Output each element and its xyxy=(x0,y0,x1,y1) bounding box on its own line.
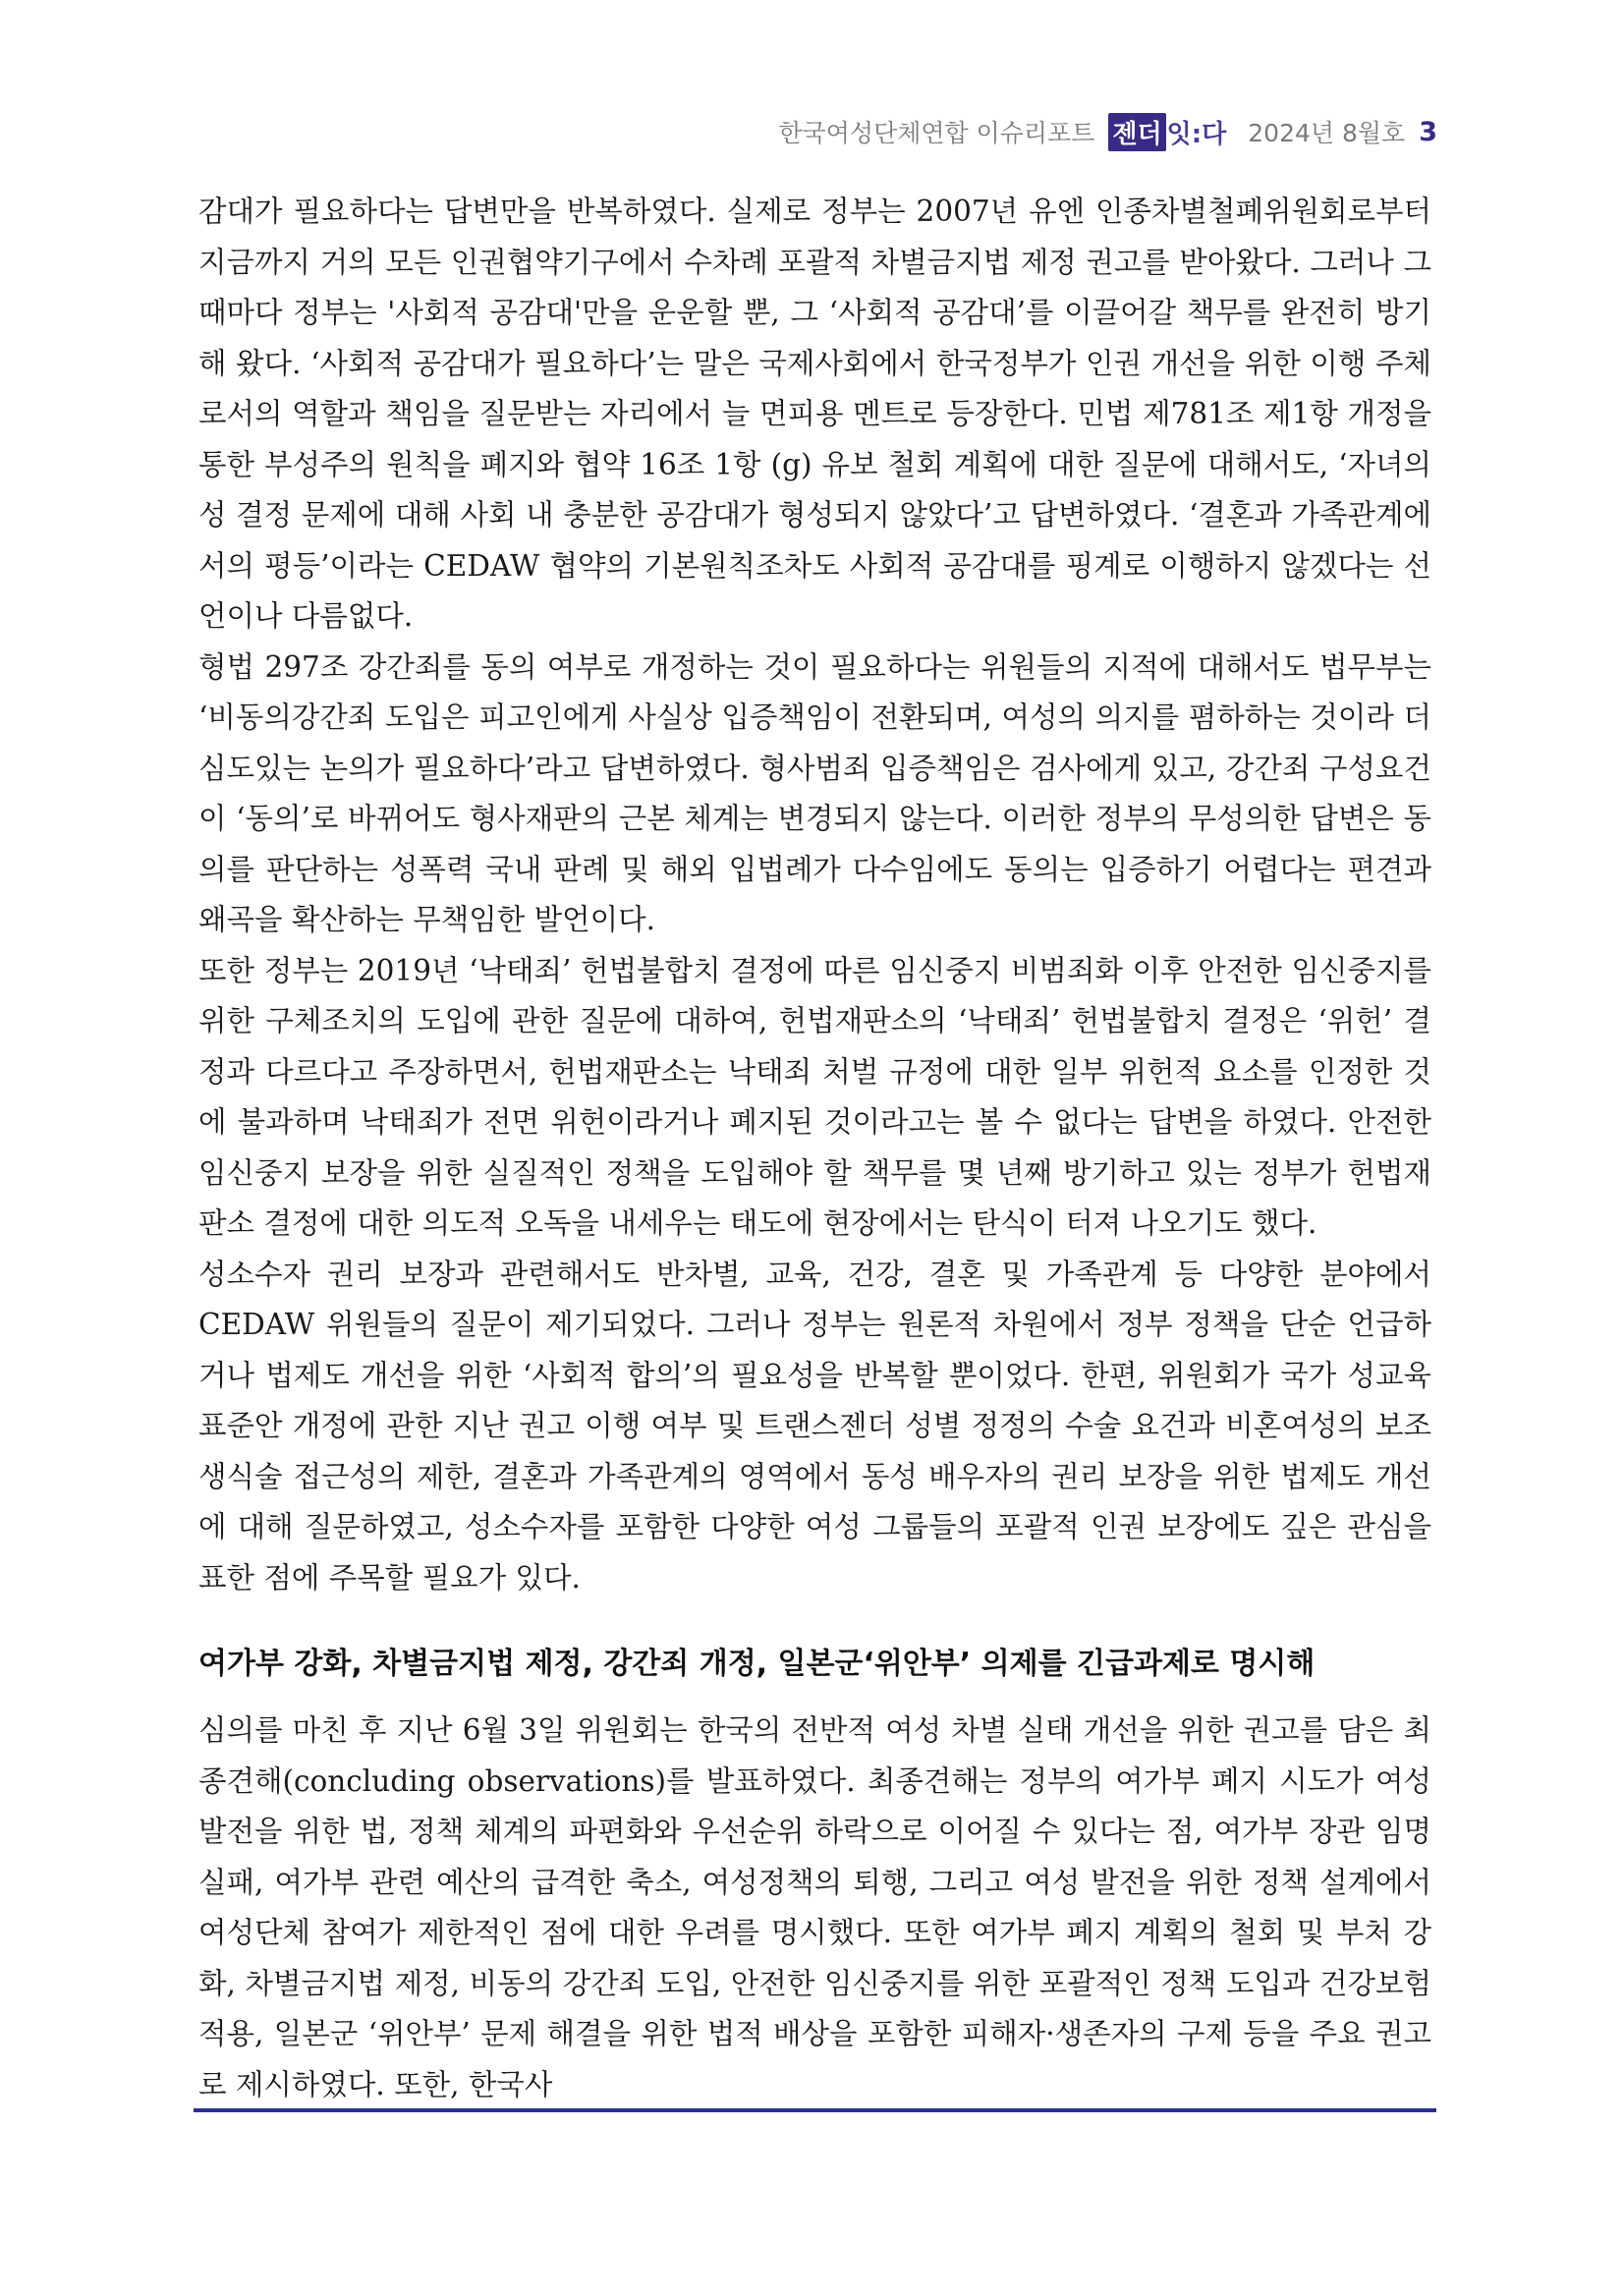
section-paragraph: 심의를 마친 후 지난 6월 3일 위원회는 한국의 전반적 여성 차별 실태 개선을 위한 권고를 담은 최종견해(concluding observations)를 발표하였다. 최종견해는 정부의 여가부 폐지 시도가 여성 발전을 위한 법, 정책 체계의 파편화와 우선순위 하락으로 이어질 수 있다는 점, 여가부 장관 임명 실패, 여가부 관련 예산의 급격한 축소, 여성정책의 퇴행, 그리고 여성 발전을 위한 정책 설계에서 여성단체 참여가 제한적인 점에 대한 우려를 명시했다. 또한 여가부 폐지 계획의 철회 및 부처 강화, 차별금지법 제정, 비동의 강간죄 도입, 안전한 임신중지를 위한 포괄적인 정책 도입과 건강보험 적용, 일본군 ‘위안부’ 문제 해결을 위한 법적 배상을 포함한 피해자·생존자의 구제 등을 주요 권고로 제시하였다. 또한, 한국사 xyxy=(198,1713,1431,2101)
section-heading: 여가부 강화, 차별금지법 제정, 강간죄 개정, 일본군‘위안부’ 의제를 긴급과제로 명시해 xyxy=(198,1647,1316,1681)
header-issue-date: 2024년 8월호 xyxy=(1248,119,1406,147)
footer-divider xyxy=(194,2108,1436,2112)
gender-itda-logo xyxy=(1108,113,1226,151)
paragraph-3: 또한 정부는 2019년 ‘낙태죄’ 헌법불합치 결정에 따른 임신중지 비범죄화 이후 안전한 임신중지를 위한 구체조치의 도입에 관한 질문에 대하여, 헌법재판소의 ‘낙태죄’ 헌법불합치 결정은 ‘위헌’ 결정과 다르다고 주장하면서, 헌법재판소는 낙태죄 처벌 규정에 대한 일부 위헌적 요소를 인정한 것에 불과하며 낙태죄가 전면 위헌이라거나 폐지된 것이라고는 볼 수 없다는 답변을 하였다. 안전한 임신중지 보장을 위한 실질적인 정책을 도입해야 할 책무를 몇 년째 방기하고 있는 정부가 헌법재판소 결정에 대한 의도적 오독을 내세우는 태도에 현장에서는 탄식이 터져 나오기도 했다. xyxy=(198,953,1431,1240)
page-header xyxy=(778,110,1437,153)
page-number: 3 xyxy=(1419,116,1437,147)
logo-rest-text: 잇:다 xyxy=(1166,119,1227,149)
document-body xyxy=(198,187,1431,2110)
paragraph-1: 감대가 필요하다는 답변만을 반복하였다. 실제로 정부는 2007년 유엔 인종차별철폐위원회로부터 지금까지 거의 모든 인권협약기구에서 수차례 포괄적 차별금지법 제정 권고를 받아왔다. 그러나 그때마다 정부는 '사회적 공감대'만을 운운할 뿐, 그 ‘사회적 공감대’를 이끌어갈 책무를 완전히 방기해 왔다. ‘사회적 공감대가 필요하다’는 말은 국제사회에서 한국정부가 인권 개선을 위한 이행 주체로서의 역할과 책임을 질문받는 자리에서 늘 면피용 멘트로 등장한다. 민법 제781조 제1항 개정을 통한 부성주의 원칙을 폐지와 협약 16조 1항 (g) 유보 철회 계획에 대한 질문에 대해서도, ‘자녀의 성 결정 문제에 대해 사회 내 충분한 공감대가 형성되지 않았다’고 답변하였다. ‘결혼과 가족관계에서의 평등’이라는 CEDAW 협약의 기본원칙조차도 사회적 공감대를 핑계로 이행하지 않겠다는 선언이나 다름없다. xyxy=(198,195,1431,633)
header-org: 한국여성단체연합 이슈리포트 xyxy=(778,119,1095,147)
paragraph-4: 성소수자 권리 보장과 관련해서도 반차별, 교육, 건강, 결혼 및 가족관계 등 다양한 분야에서 CEDAW 위원들의 질문이 제기되었다. 그러나 정부는 원론적 차원에서 정부 정책을 단순 언급하거나 법제도 개선을 위한 ‘사회적 합의’의 필요성을 반복할 뿐이었다. 한편, 위원회가 국가 성교육 표준안 개정에 관한 지난 권고 이행 여부 및 트랜스젠더 성별 정정의 수술 요건과 비혼여성의 보조생식술 접근성의 제한, 결혼과 가족관계의 영역에서 동성 배우자의 권리 보장을 위한 법제도 개선에 대해 질문하였고, 성소수자를 포함한 다양한 여성 그룹들의 포괄적 인권 보장에도 깊은 관심을 표한 점에 주목할 필요가 있다. xyxy=(198,1257,1431,1595)
paragraph-2: 형법 297조 강간죄를 동의 여부로 개정하는 것이 필요하다는 위원들의 지적에 대해서도 법무부는 ‘비동의강간죄 도입은 피고인에게 사실상 입증책임이 전환되며, 여성의 의지를 폄하하는 것이라 더 심도있는 논의가 필요하다’라고 답변하였다. 형사범죄 입증책임은 검사에게 있고, 강간죄 구성요건이 ‘동의’로 바뀌어도 형사재판의 근본 체계는 변경되지 않는다. 이러한 정부의 무성의한 답변은 동의를 판단하는 성폭력 국내 판례 및 해외 입법례가 다수임에도 동의는 입증하기 어렵다는 편견과 왜곡을 확산하는 무책임한 발언이다. xyxy=(198,649,1431,936)
logo-box-text: 젠더 xyxy=(1108,113,1165,151)
